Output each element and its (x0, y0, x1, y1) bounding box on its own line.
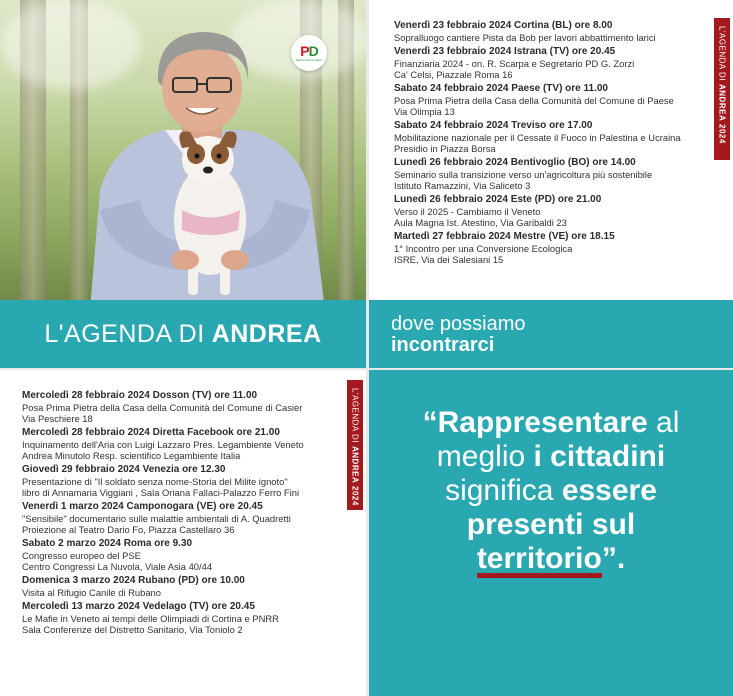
events-list-top (394, 20, 719, 268)
agenda-list-bottom (0, 370, 366, 696)
event-detail: Presentazione di "Il soldato senza nome-Storia del Milite ignoto" (22, 476, 288, 487)
quote-word: Rappresentare (437, 406, 648, 439)
event-title: Lunedì 26 febbraio 2024 Bentivoglio (BO) ore 14.00 (394, 157, 636, 168)
event-detail: "Sensibile" documentario sulle malattie ambientali di A. Quadretti (22, 513, 291, 524)
quote-text (369, 406, 733, 578)
meeting-band (369, 300, 733, 368)
event-detail: Sala Conferenze del Distretto Sanitario, Via Toniolo 2 (22, 624, 243, 635)
quote-word: al (656, 406, 680, 439)
event-title: Sabato 2 marzo 2024 Roma ore 9.30 (22, 538, 193, 549)
event-detail: Finanziaria 2024 - on. R. Scarpa e Segretario PD G. Zorzi (394, 58, 635, 69)
event-item (22, 575, 344, 598)
event-item (394, 46, 719, 80)
quote-word: significa (445, 474, 554, 507)
vertical-divider (366, 0, 369, 696)
event-item (22, 538, 344, 572)
event-title: Venerdì 23 febbraio 2024 Istrana (TV) ore 20.45 (394, 46, 616, 57)
side-label-prefix: L'AGENDA DI (717, 26, 727, 82)
side-label-prefix: L'AGENDA DI (350, 388, 360, 444)
events-list-bottom (22, 390, 344, 638)
agenda-title-prefix: L'AGENDA DI (44, 319, 205, 348)
meeting-band-line2: incontrarci (391, 334, 495, 356)
event-title: Domenica 3 marzo 2024 Rubano (PD) ore 10.00 (22, 575, 245, 586)
party-logo-caption: Partito Democratico (295, 58, 323, 62)
event-item (394, 20, 719, 43)
quote-word: presenti sul (466, 508, 636, 541)
event-title: Venerdì 23 febbraio 2024 Cortina (BL) ore 8.00 (394, 20, 613, 31)
event-detail: Congresso europeo del PSE (22, 550, 141, 561)
agenda-title-band (0, 300, 366, 368)
event-title: Mercoledì 28 febbraio 2024 Dosson (TV) ore 11.00 (22, 390, 258, 401)
side-label-year: 2024 (717, 123, 727, 144)
event-detail: Inquinamento dell'Aria con Luigi Lazzaro Pres. Legambiente Veneto (22, 439, 304, 450)
event-detail: Presidio in Piazza Borsa (394, 143, 496, 154)
event-detail: Sopralluogo cantiere Pista da Bob per lavori abbattimento larici (394, 32, 656, 43)
event-detail: Posa Prima Pietra della Casa della Comunità del Comune di Casier (22, 402, 303, 413)
event-item (394, 83, 719, 117)
side-label-name: ANDREA (350, 445, 360, 484)
event-detail: Proiezione al Teatro Dario Fo, Piazza Castellaro 36 (22, 524, 235, 535)
quote-word: meglio (436, 440, 526, 473)
event-title: Lunedì 26 febbraio 2024 Este (PD) ore 21.00 (394, 194, 602, 205)
party-logo (291, 35, 327, 71)
agenda-list-top (369, 0, 733, 300)
agenda-title-name: ANDREA (211, 319, 322, 348)
event-detail: Ca' Celsi, Piazzale Roma 16 (394, 69, 513, 80)
event-title: Martedì 27 febbraio 2024 Mestre (VE) ore 18.15 (394, 231, 615, 242)
event-detail: Andrea Minutolo Resp. scientifico Legambiente Italia (22, 450, 241, 461)
event-detail: Visita al Rifugio Canile di Rubano (22, 587, 161, 598)
event-item (394, 157, 719, 191)
event-detail: Mobilitazione nazionale per il Cessate il Fuoco in Palestina e Ucraina (394, 132, 681, 143)
party-logo-mark: PD (300, 43, 318, 59)
event-item (22, 601, 344, 635)
event-item (394, 231, 719, 265)
event-detail: libro di Annamaria Viggiani , Sala Oriana Fallaci-Palazzo Ferro Fini (22, 487, 300, 498)
quote-close-mark: ”. (601, 542, 626, 575)
event-item (22, 501, 344, 535)
quote-highlight-word: territorio (477, 545, 602, 578)
event-item (22, 464, 344, 498)
decorative-marks (529, 686, 569, 696)
event-title: Venerdì 1 marzo 2024 Camponogara (VE) ore 20.45 (22, 501, 263, 512)
event-title: Sabato 24 febbraio 2024 Treviso ore 17.00 (394, 120, 593, 131)
event-detail: Istituto Ramazzini, Via Saliceto 3 (394, 180, 531, 191)
side-label-top (714, 18, 730, 160)
event-item (22, 427, 344, 461)
event-detail: Via Peschiere 18 (22, 413, 93, 424)
side-label-year: 2024 (350, 485, 360, 506)
event-title: Sabato 24 febbraio 2024 Paese (TV) ore 11.00 (394, 83, 608, 94)
quote-panel (369, 370, 733, 696)
meeting-band-line1: dove possiamo (391, 313, 526, 335)
event-detail: Seminario sulla transizione verso un'agricoltura più sostenibile (394, 169, 653, 180)
event-detail: Centro Congressi La Nuvola, Viale Asia 40/44 (22, 561, 213, 572)
quote-word: essere (561, 474, 657, 507)
event-item (394, 194, 719, 228)
photo-panel (0, 0, 366, 370)
side-label-name: ANDREA (717, 83, 727, 122)
event-title: Giovedì 29 febbraio 2024 Venezia ore 12.30 (22, 464, 226, 475)
horizontal-divider (0, 368, 733, 370)
event-item (22, 390, 344, 424)
event-detail: Posa Prima Pietra della Casa della Comunità del Comune di Paese (394, 95, 674, 106)
event-detail: Via Olimpia 13 (394, 106, 455, 117)
event-title: Mercoledì 28 febbraio 2024 Diretta Facebook ore 21.00 (22, 427, 280, 438)
quote-open-mark: “ (422, 406, 438, 439)
quote-word: i cittadini (533, 440, 666, 473)
event-item (394, 120, 719, 154)
side-label-bottom (347, 380, 363, 510)
event-detail: ISRE, Via dei Salesiani 15 (394, 254, 504, 265)
event-detail: Le Mafie in Veneto ai tempi delle Olimpiadi di Cortina e PNRR (22, 613, 279, 624)
event-detail: Verso il 2025 - Cambiamo il Veneto (394, 206, 541, 217)
event-detail: 1° Incontro per una Conversione Ecologica (394, 243, 573, 254)
event-detail: Aula Magna Ist. Atestino, Via Garibaldi 23 (394, 217, 567, 228)
event-title: Mercoledì 13 marzo 2024 Vedelago (TV) ore 20.45 (22, 601, 255, 612)
